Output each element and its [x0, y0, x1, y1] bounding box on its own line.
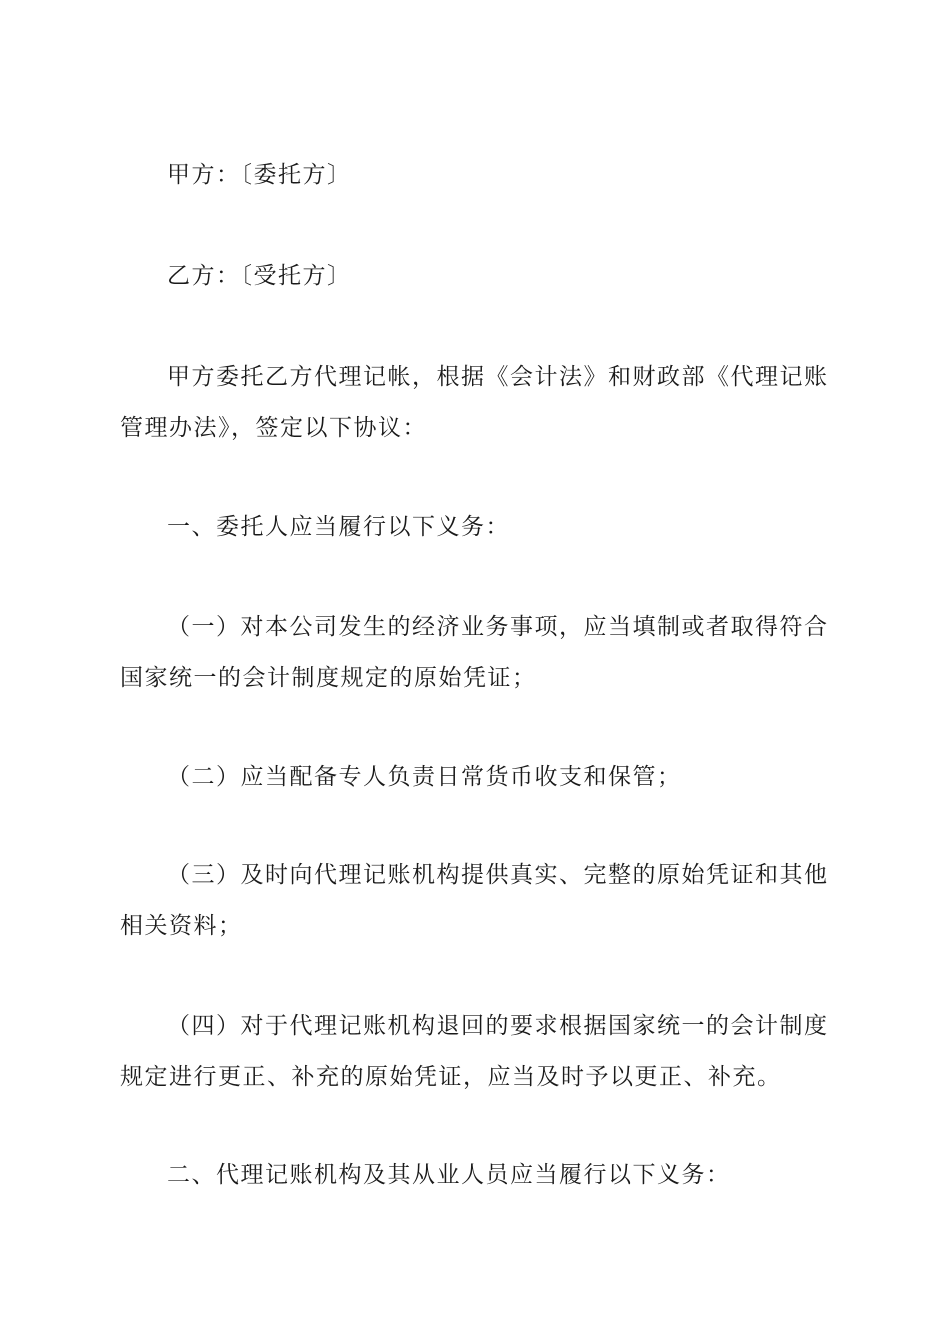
- clause-four-paragraph: （四）对于代理记账机构退回的要求根据国家统一的会计制度规定进行更正、补充的原始凭证，应当及时予以更正、补充。: [120, 1013, 829, 1090]
- agreement-intro-paragraph: 甲方委托乙方代理记帐，根据《会计法》和财政部《代理记账管理办法》，签定以下协议：: [120, 364, 829, 441]
- party-a-line: 甲方：〔委托方〕: [167, 162, 352, 188]
- clause-two-paragraph: （二）应当配备专人负责日常货币收支和保管；: [167, 764, 682, 790]
- clause-three-paragraph: （三）及时向代理记账机构提供真实、完整的原始凭证和其他相关资料；: [120, 862, 829, 939]
- clause-one-paragraph: （一）对本公司发生的经济业务事项，应当填制或者取得符合国家统一的会计制度规定的原始凭证；: [120, 614, 829, 691]
- party-b-line: 乙方：〔受托方〕: [167, 263, 352, 289]
- section-one-heading: 一、委托人应当履行以下义务：: [167, 514, 510, 540]
- section-two-heading: 二、代理记账机构及其从业人员应当履行以下义务：: [167, 1162, 731, 1188]
